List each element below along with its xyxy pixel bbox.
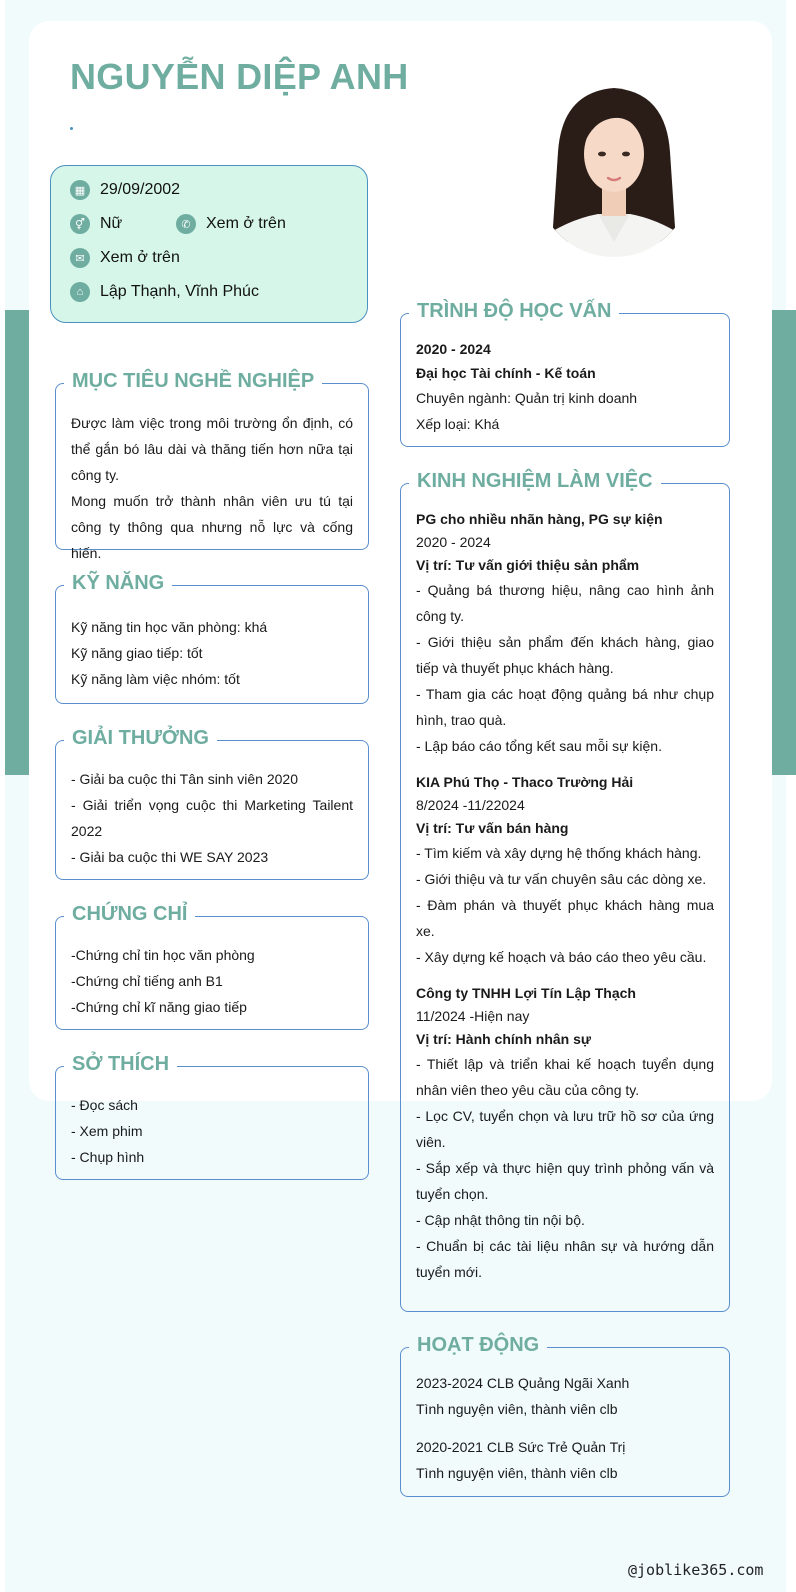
job-task: - Tìm kiếm và xây dựng hệ thống khách hàng. — [416, 845, 702, 861]
job-task: - Thiết lập và triển khai kế hoạch tuyển dụng nhân viên theo yêu cầu của công ty. — [416, 1056, 714, 1098]
job-entry — [416, 508, 714, 759]
right-accent-band — [772, 310, 796, 775]
job-task: - Giới thiệu và tư vấn chuyên sâu các dòng xe. — [416, 871, 707, 887]
address-value: Lập Thạnh, Vĩnh Phúc — [100, 283, 259, 300]
job-task: - Chuẩn bị các tài liệu nhân sự và hướng dẫn tuyển mới. — [416, 1238, 714, 1280]
education-section — [400, 300, 730, 447]
objective-line: Được làm việc trong môi trường ổn định, có thể gắn bó lâu dài và thăng tiến hơn nữa tại công ty. — [71, 415, 353, 483]
hobbies-section — [55, 1053, 369, 1180]
award-item: - Giải ba cuộc thi WE SAY 2023 — [71, 849, 269, 865]
education-body — [416, 338, 714, 437]
objective-section — [55, 370, 369, 561]
awards-title: GIẢI THƯỞNG — [64, 725, 217, 751]
education-rank: Xếp loại: Khá — [416, 416, 500, 432]
job-task: - Giới thiệu sản phẩm đến khách hàng, giao tiếp và thuyết phục khách hàng. — [416, 634, 714, 676]
job-period: 11/2024 -Hiện nay — [416, 1008, 530, 1024]
gender-row — [70, 214, 122, 234]
gender-icon: ⚥ — [70, 214, 90, 234]
education-period: 2020 - 2024 — [416, 341, 491, 357]
job-position: Vị trí: Tư vấn bán hàng — [416, 820, 569, 836]
hobby-item: - Xem phim — [71, 1123, 143, 1139]
job-company: Công ty TNHH Lợi Tín Lập Thạch — [416, 985, 636, 1001]
skills-body — [71, 614, 353, 692]
job-period: 8/2024 -11/22024 — [416, 797, 525, 813]
objective-line: Mong muốn trở thành nhân viên ưu tú tại công ty thông qua nhưng nỗ lực và cống hiến. — [71, 493, 353, 561]
skills-section — [55, 572, 369, 704]
activities-section — [400, 1334, 730, 1497]
objective-body — [71, 410, 353, 566]
hobbies-body — [71, 1092, 353, 1170]
job-task: - Tham gia các hoạt động quảng bá như chụp hình, trao quà. — [416, 686, 714, 728]
awards-section — [55, 727, 369, 880]
birthday-value: 29/09/2002 — [100, 181, 181, 198]
award-item: - Giải ba cuộc thi Tân sinh viên 2020 — [71, 771, 298, 787]
job-task: - Cập nhật thông tin nội bộ. — [416, 1212, 585, 1228]
education-major: Chuyên ngành: Quản trị kinh doanh — [416, 390, 638, 406]
job-entry — [416, 771, 714, 970]
activity-name: 2020-2021 CLB Sức Trẻ Quản Trị — [416, 1439, 626, 1455]
mail-icon: ✉ — [70, 248, 90, 268]
education-school: Đại học Tài chính - Kế toán — [416, 364, 596, 381]
calendar-icon: ▦ — [70, 180, 90, 200]
address-row — [70, 282, 259, 302]
birthday-row — [70, 180, 180, 200]
hobby-item: - Chụp hình — [71, 1149, 145, 1165]
certificates-title: CHỨNG CHỈ — [64, 901, 195, 927]
activity-name: 2023-2024 CLB Quảng Ngãi Xanh — [416, 1375, 630, 1391]
profile-photo — [536, 82, 692, 257]
home-icon: ⌂ — [70, 282, 90, 302]
email-row — [70, 248, 180, 268]
job-task: - Xây dựng kế hoạch và báo cáo theo yêu cầu. — [416, 949, 707, 965]
gender-value: Nữ — [100, 215, 123, 232]
activities-body — [416, 1370, 714, 1486]
activity-role: Tình nguyện viên, thành viên clb — [416, 1401, 618, 1417]
job-task: - Lọc CV, tuyển chọn và lưu trữ hồ sơ của ứng viên. — [416, 1108, 714, 1150]
hobbies-title: SỞ THÍCH — [64, 1051, 177, 1077]
job-company: PG cho nhiều nhãn hàng, PG sự kiện — [416, 511, 663, 527]
phone-icon: ✆ — [176, 214, 196, 234]
job-task: - Lập báo cáo tổng kết sau mỗi sự kiện. — [416, 738, 662, 754]
certificates-section — [55, 903, 369, 1030]
activity-item — [416, 1434, 714, 1486]
experience-body — [416, 508, 714, 1297]
experience-section — [400, 470, 730, 1312]
hobby-item: - Đọc sách — [71, 1097, 138, 1113]
job-period: 2020 - 2024 — [416, 534, 491, 550]
skill-item: Kỹ năng giao tiếp: tốt — [71, 645, 203, 661]
skill-item: Kỹ năng làm việc nhóm: tốt — [71, 671, 240, 687]
job-task: - Sắp xếp và thực hiện quy trình phỏng vấn và tuyển chọn. — [416, 1160, 714, 1202]
award-item: - Giải triển vọng cuộc thi Marketing Tailent 2022 — [71, 797, 353, 839]
awards-body — [71, 766, 353, 870]
objective-title: MỤC TIÊU NGHỀ NGHIỆP — [64, 368, 322, 394]
job-task: - Quảng bá thương hiệu, nâng cao hình ảnh công ty. — [416, 582, 714, 624]
activities-title: HOẠT ĐỘNG — [409, 1332, 547, 1358]
job-position: Vị trí: Tư vấn giới thiệu sản phẩm — [416, 557, 640, 573]
job-task: - Đàm phán và thuyết phục khách hàng mua xe. — [416, 897, 714, 939]
job-company: KIA Phú Thọ - Thaco Trường Hải — [416, 774, 634, 790]
activity-role: Tình nguyện viên, thành viên clb — [416, 1465, 618, 1481]
decorative-dot — [70, 127, 73, 130]
job-entry — [416, 982, 714, 1285]
candidate-name: NGUYỄN DIỆP ANH — [70, 56, 409, 97]
certificate-item: -Chứng chỉ kĩ năng giao tiếp — [71, 999, 247, 1015]
certificate-item: -Chứng chỉ tin học văn phòng — [71, 947, 255, 963]
left-accent-band — [5, 310, 29, 775]
footer-watermark: @joblike365.com — [628, 1561, 764, 1579]
activity-item — [416, 1370, 714, 1422]
email-value: Xem ở trên — [100, 249, 180, 266]
phone-row — [176, 214, 286, 234]
phone-value: Xem ở trên — [206, 215, 286, 232]
certificate-item: -Chứng chỉ tiếng anh B1 — [71, 973, 223, 989]
skills-title: KỸ NĂNG — [64, 570, 172, 596]
skill-item: Kỹ năng tin học văn phòng: khá — [71, 619, 268, 635]
personal-info-box — [50, 165, 368, 323]
certificates-body — [71, 942, 353, 1020]
education-title: TRÌNH ĐỘ HỌC VẤN — [409, 298, 619, 324]
experience-title: KINH NGHIỆM LÀM VIỆC — [409, 468, 661, 494]
job-position: Vị trí: Hành chính nhân sự — [416, 1031, 592, 1047]
